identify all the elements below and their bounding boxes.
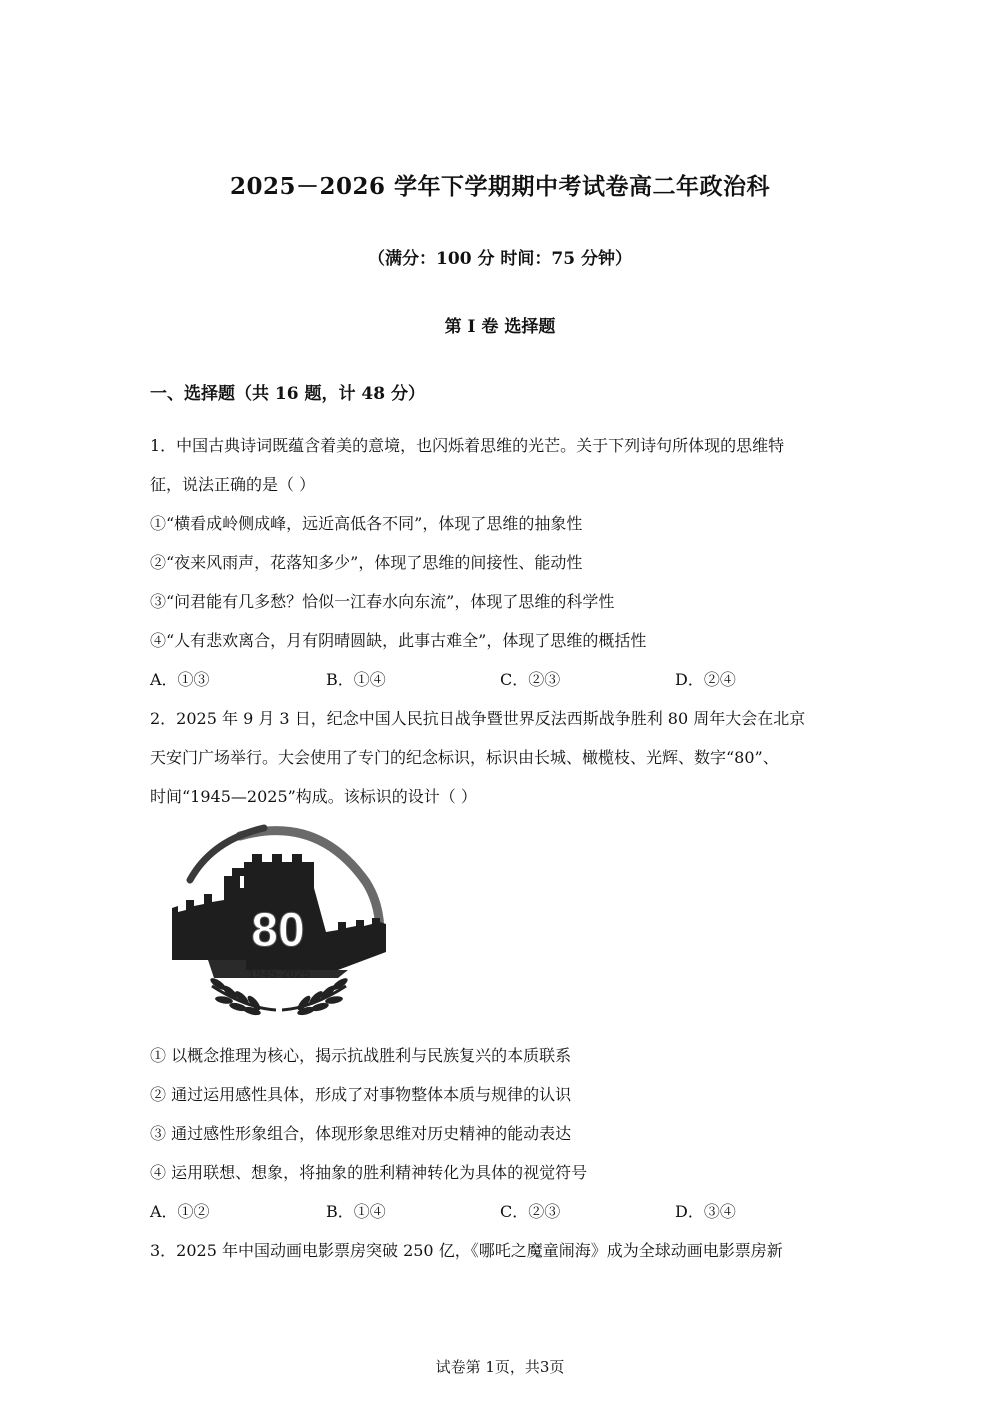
emblem-number: 80 [251,904,305,957]
section-heading: 一、选择题（共 16 题，计 48 分） [150,384,425,404]
commemorative-emblem [168,822,390,1017]
question-stem-line: 3．2025 年中国动画电影票房突破 250 亿，《哪吒之魔童闹海》成为全球动画电影票房新 [150,1241,783,1260]
option-c[interactable]: C．②③ [500,670,561,689]
option-a[interactable]: A．①② [150,1202,210,1221]
option-b[interactable]: B．①④ [326,670,386,689]
question-stem-line: 天安门广场举行。大会使用了专门的纪念标识，标识由长城、橄榄枝、光辉、数字“80”、 [150,748,779,767]
statement: ④ 运用联想、想象，将抽象的胜利精神转化为具体的视觉符号 [150,1163,588,1182]
statement: ② 通过运用感性具体，形成了对事物整体本质与规律的认识 [150,1085,572,1104]
question-stem-line: 时间“1945—2025”构成。该标识的设计（ ） [150,787,477,806]
page-title: 2025－2026 学年下学期期中考试卷高二年政治科 [229,173,771,200]
part-heading: 第 I 卷 选择题 [444,317,556,337]
statement: ① 以概念推理为核心，揭示抗战胜利与民族复兴的本质联系 [150,1046,572,1065]
option-a[interactable]: A．①③ [150,670,210,689]
answer-options [150,1199,850,1221]
question-stem-line: 1．中国古典诗词既蕴含着美的意境，也闪烁着思维的光芒。关于下列诗句所体现的思维特 [150,436,785,455]
emblem-years: 1945-2025 [247,966,311,981]
statement: ②“夜来风雨声，花落知多少”，体现了思维的间接性、能动性 [150,553,583,572]
option-b[interactable]: B．①④ [326,1202,386,1221]
option-d[interactable]: D．③④ [675,1202,736,1221]
statement: ④“人有悲欢离合，月有阴晴圆缺，此事古难全”，体现了思维的概括性 [150,631,647,650]
statement: ①“横看成岭侧成峰，远近高低各不同”，体现了思维的抽象性 [150,514,583,533]
olive-branch-icon [209,976,350,1017]
page-footer: 试卷第 1页，共3页 [435,1358,565,1376]
answer-options [150,667,850,689]
great-wall-emblem-icon [168,822,390,1017]
statement: ③“问君能有几多愁？恰似一江春水向东流”，体现了思维的科学性 [150,592,615,611]
option-c[interactable]: C．②③ [500,1202,561,1221]
question-stem-line: 征，说法正确的是（ ） [150,475,316,494]
question-stem-line: 2．2025 年 9 月 3 日，纪念中国人民抗日战争暨世界反法西斯战争胜利 80 周年大会在北京 [150,709,806,728]
exam-info: （满分：100 分 时间：75 分钟） [368,249,632,269]
statement: ③ 通过感性形象组合，体现形象思维对历史精神的能动表达 [150,1124,572,1143]
option-d[interactable]: D．②④ [675,670,736,689]
